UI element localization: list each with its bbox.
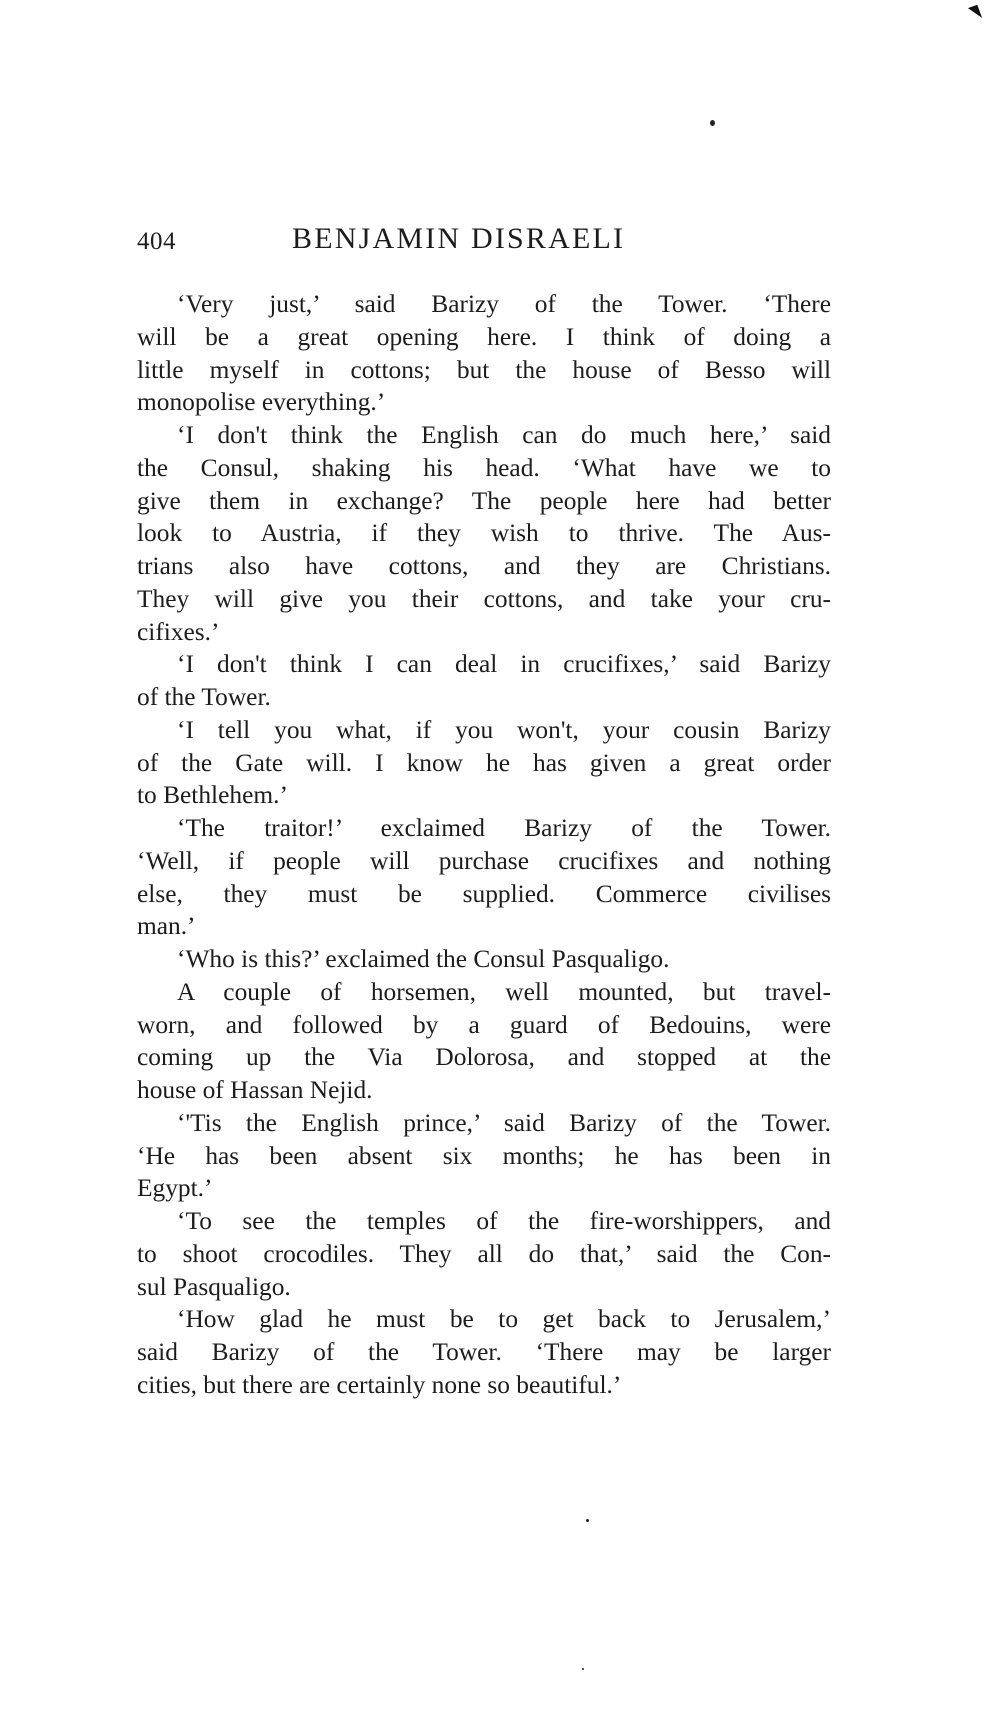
text-line: will be a great opening here. I think of doing a: [137, 322, 831, 351]
text-line: to shoot crocodiles. They all do that,’ said the Con-: [137, 1239, 831, 1268]
running-head: BENJAMIN DISRAELI: [292, 222, 626, 255]
text-line: ‘I tell you what, if you won't, your cousin Barizy: [177, 715, 831, 744]
text-line: ‘I don't think I can deal in crucifixes,’ said Barizy: [177, 650, 831, 679]
body-text: [137, 288, 831, 1402]
text-line: monopolise everything.’: [137, 388, 386, 417]
text-line: They will give you their cottons, and take your cru-: [137, 584, 831, 613]
text-line: ‘To see the temples of the fire-worshippers, and: [177, 1207, 831, 1235]
text-line: sul Pasqualigo.: [137, 1272, 291, 1301]
text-line: to Bethlehem.’: [137, 781, 288, 810]
ink-speck: [586, 1519, 589, 1522]
text-line: man.’: [137, 912, 196, 941]
text-line: ‘The traitor!’ exclaimed Barizy of the Tower.: [177, 814, 831, 842]
text-line: Egypt.’: [137, 1174, 213, 1203]
text-line: A couple of horsemen, well mounted, but travel-: [177, 977, 831, 1006]
text-line: ‘I don't think the English can do much here,’ said: [177, 421, 831, 449]
page-header: [137, 222, 837, 262]
text-line: ‘How glad he must be to get back to Jerusalem,’: [177, 1305, 831, 1334]
text-line: ‘Very just,’ said Barizy of the Tower. ‘There: [177, 290, 831, 318]
text-line: of the Tower.: [137, 683, 271, 711]
text-line: ‘'Tis the English prince,’ said Barizy of the Tower.: [177, 1108, 831, 1137]
text-line: ‘Who is this?’ exclaimed the Consul Pasqualigo.: [177, 945, 670, 973]
text-line: trians also have cottons, and they are Christians.: [137, 552, 831, 580]
text-line: ‘Well, if people will purchase crucifixes and nothing: [137, 846, 831, 875]
text-line: give them in exchange? The people here had better: [137, 486, 831, 515]
page-number: 404: [137, 228, 176, 255]
ink-speck: [582, 1668, 584, 1670]
ink-speck: [710, 120, 715, 126]
text-line: else, they must be supplied. Commerce civilises: [137, 879, 831, 908]
text-line: coming up the Via Dolorosa, and stopped at the: [137, 1043, 831, 1072]
text-line: said Barizy of the Tower. ‘There may be larger: [137, 1338, 831, 1366]
text-line: house of Hassan Nejid.: [137, 1076, 373, 1104]
text-line: cities, but there are certainly none so beautiful.’: [137, 1370, 622, 1399]
text-line: little myself in cottons; but the house of Besso will: [137, 355, 831, 384]
text-line: ‘He has been absent six months; he has been in: [137, 1141, 831, 1170]
corner-mark: [968, 5, 982, 22]
text-line: of the Gate will. I know he has given a great order: [137, 748, 831, 777]
text-line: look to Austria, if they wish to thrive. The Aus-: [137, 519, 831, 548]
text-line: cifixes.’: [137, 617, 220, 646]
text-line: worn, and followed by a guard of Bedouins, were: [137, 1010, 831, 1039]
text-line: the Consul, shaking his head. ‘What have we to: [137, 453, 831, 482]
